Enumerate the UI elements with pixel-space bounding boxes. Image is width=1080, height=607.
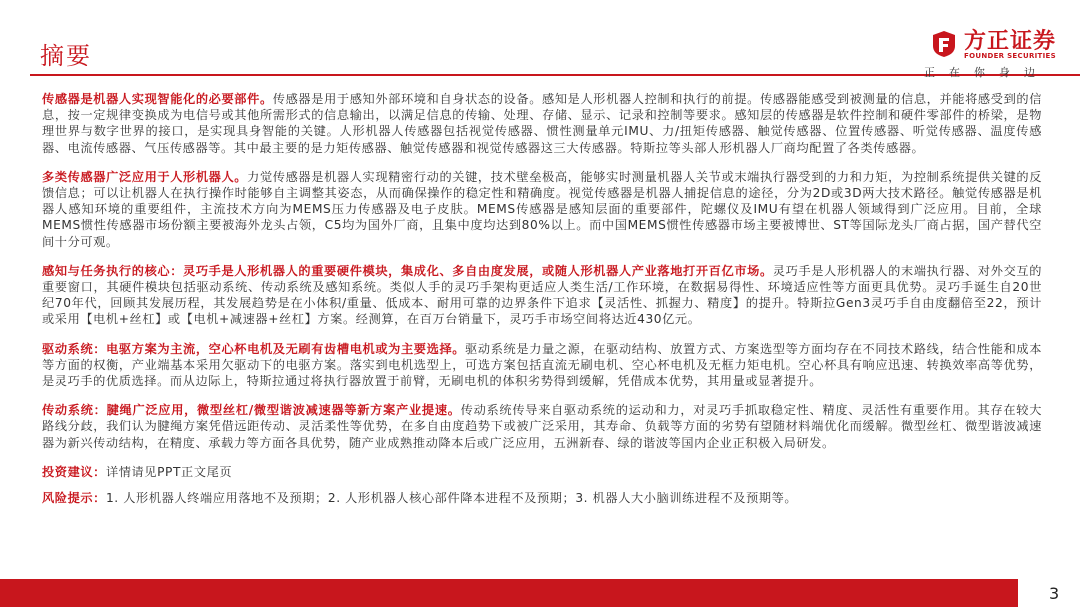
summary-paragraph-sensor-types bbox=[42, 169, 1042, 250]
paragraph-lead: 驱动系统：电驱方案为主流，空心杯电机及无刷有齿槽电机或为主要选择。 bbox=[42, 341, 466, 356]
paragraph-lead: 感知与任务执行的核心：灵巧手是人形机器人的重要硬件模块，集成化、多自由度发展，或随人形机器人产业落地打开百亿市场。 bbox=[42, 263, 773, 278]
summary-risk-warning bbox=[42, 490, 1042, 506]
summary-investment-advice bbox=[42, 464, 1042, 480]
title-divider bbox=[30, 74, 1080, 76]
company-logo bbox=[924, 22, 1060, 82]
paragraph-lead: 传感器是机器人实现智能化的必要部件。 bbox=[42, 92, 273, 106]
paragraph-body: 传动系统传导来自驱动系统的运动和力，对灵巧手抓取稳定性、精度、灵活性有重要作用。其存在较大路线分歧，我们认为腱绳方案凭借远距传动、灵活柔性等优势，在多自由度趋势下或被广泛采用，其寿命、负载等方面的劣势有望随材料端优化而缓解。微型丝杠、微型谐波减速器为新兴传动结构，在精度、承载力等方面各具优势，随产业成熟推动降本后或广泛应用，五洲新春、绿的谐波等国内企业正积极入局研发。 bbox=[42, 403, 1042, 450]
paragraph-body: 详情请见PPT正文尾页 bbox=[105, 464, 233, 479]
paragraph-lead: 投资建议： bbox=[42, 464, 106, 479]
paragraph-lead: 风险提示： bbox=[42, 491, 106, 506]
paragraph-lead: 多类传感器广泛应用于人形机器人。 bbox=[42, 169, 248, 184]
logo-english-name: FOUNDER SECURITIES bbox=[964, 52, 1056, 60]
page-number: 3 bbox=[1049, 584, 1060, 603]
summary-content bbox=[42, 91, 1042, 516]
logo-name: 方正证券 bbox=[964, 29, 1057, 54]
paragraph-body: 1. 人形机器人终端应用落地不及预期；2. 人形机器人核心部件降本进程不及预期；3. 机器人大小脑训练进程不及预期等。 bbox=[105, 491, 798, 506]
paragraph-body: 驱动系统是力量之源，在驱动结构、放置方式、方案选型等方面均存在不同技术路线，结合性能和成本等方面的权衡，产业端基本采用欠驱动下的电驱方案。落实到电机选型上，可选方案包括直流无刷电机、空心杯电机及无框力矩电机。空心杯具有响应迅速、转换效率高等优势，是灵巧手的优质选择。而从边际上，特斯拉通过将执行器放置于前臂，无刷电机的体积劣势得到缓解，凭借成本优势，其用量或显著提升。 bbox=[42, 341, 1042, 389]
paragraph-lead: 传动系统：腱绳广泛应用，微型丝杠/微型谐波减速器等新方案产业提速。 bbox=[42, 403, 461, 418]
paragraph-body: 传感器是用于感知外部环境和自身状态的设备。感知是人形机器人控制和执行的前提。传感器能感受到被测量的信息，并能将感受到的信息，按一定规律变换成为电信号或其他所需形式的信息输出，以满足信息的传输、处理、存储、显示、记录和控制等要求。感知层的传感器是软件控制和硬件零部件的桥梁，是物理世界与数字世界的接口，是实现具身智能的关键。人形机器人传感器包括视觉传感器、惯性测量单元IMU、力/扭矩传感器、触觉传感器、位置传感器、听觉传感器、温度传感器、电流传感器、气压传感器等。其中最主要的是力矩传感器、触觉传感器和视觉传感器这三大传感器。特斯拉等头部人形机器人厂商均配置了各类传感器。 bbox=[42, 92, 1042, 155]
summary-paragraph-drive-system bbox=[42, 341, 1042, 390]
founder-logo-icon bbox=[930, 30, 958, 58]
footer-bar bbox=[0, 579, 1080, 607]
summary-paragraph-transmission bbox=[42, 402, 1042, 451]
paragraph-body: 灵巧手是人形机器人的末端执行器、对外交互的重要窗口，其硬件模块包括驱动系统、传动系统及感知系统。类似人手的灵巧手架构更适应人类生活/工作环境，在数据易得性、环境适应性等方面更具优势。灵巧手诞生自20世纪70年代，回顾其发展历程，其发展趋势是在小体积/重量、低成本、耐用可靠的边界条件下追求【灵活性、抓握力、精度】的提升。特斯拉Gen3灵巧手自由度翻倍至22，预计或采用【电机+丝杠】或【电机+减速器+丝杠】方案。经测算，在百万台销量下，灵巧手市场空间将达近430亿元。 bbox=[42, 263, 1043, 327]
logo-slogan: 正在你身边 bbox=[924, 66, 1049, 79]
summary-paragraph-dexterous-hand bbox=[42, 263, 1042, 328]
paragraph-body: 力觉传感器是机器人实现精密行动的关键，技术壁垒极高，能够实时测量机器人关节或末端执行器受到的力和力矩，为控制系统提供关键的反馈信息；可以让机器人在执行操作时能够自主调整其姿态，从而确保操作的稳定性和精确度。视觉传感器是机器人捕捉信息的途径，分为2D或3D两大技术路径。触觉传感器是机器人感知环境的重要组件，主流技术方向为MEMS压力传感器及电子皮肤。MEMS传感器是感知层面的重要部件，陀螺仪及IMU有望在机器人领域得到广泛应用。目前，全球MEMS惯性传感器市场份额主要被海外龙头占领，C5均为国外厂商，且集中度均达到80%以上。而中国MEMS惯性传感器市场主要被博世、ST等国际龙头厂商占据，国产替代空间十分可观。 bbox=[42, 169, 1042, 249]
page-title: 摘要 bbox=[40, 42, 92, 70]
summary-paragraph-sensors bbox=[42, 91, 1042, 156]
